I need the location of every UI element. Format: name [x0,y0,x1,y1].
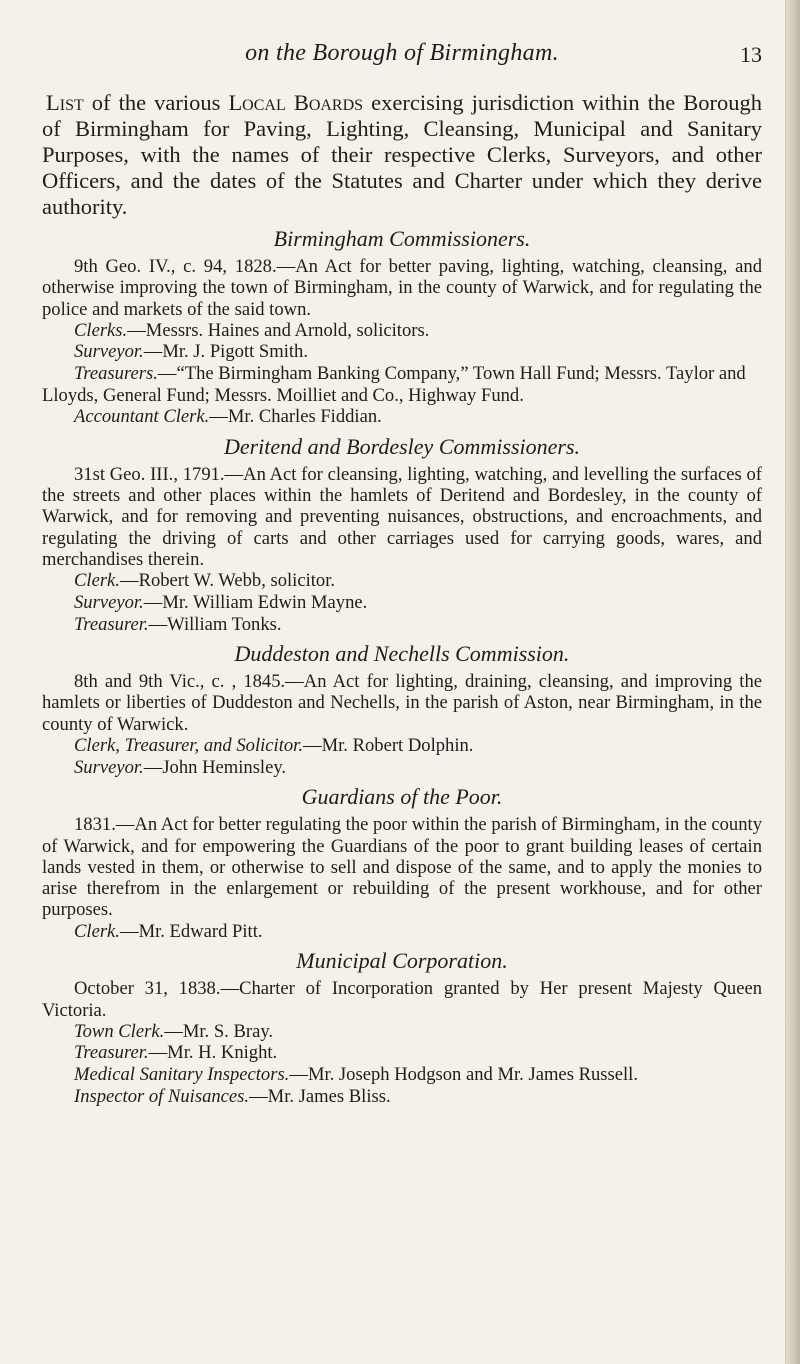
section-heading: Guardians of the Poor. [301,784,503,810]
officer-entry [42,1042,762,1064]
officer-role: Surveyor. [74,341,144,363]
officer-name: —John Heminsley. [143,756,287,778]
officer-entry [42,757,762,779]
page-number: 13 [740,42,762,67]
section-birmingham-commissioners [42,226,762,428]
act-paragraph: 1831.—An Act for better regulating the poor within the parish of Birmingham, in the county of Warwick, and for empowering the Guardians of the poor to grant building leases of certain lands vested in them, or otherwise to sell and dispose of the same, and to apply the monies to arise therefrom in the enlargement or rebuilding of the present workhouse, and for other purposes. [42,814,762,921]
officer-entry [42,570,762,592]
officer-name: —Mr. Charles Fiddian. [209,406,382,428]
officer-entry [42,614,762,636]
officer-name: —Mr. S. Bray. [164,1020,274,1042]
intro-boards: Boards [293,90,364,115]
officer-entry [42,1086,762,1108]
officer-role: Clerks. [74,319,128,341]
section-heading: Deritend and Bordesley Commissioners. [223,433,581,459]
officer-entry [42,592,762,614]
act-paragraph: 8th and 9th Vic., c. , 1845.—An Act for lighting, draining, cleansing, and improving the hamlets or liberties of Duddeston and Nechells, in the parish of Aston, near Birmingham, in the county of Warwick. [42,671,762,735]
section-guardians-of-the-poor [42,784,762,942]
officer-name: —Mr. J. Pigott Smith. [143,341,309,363]
officer-entry [42,921,762,943]
officer-name: —Messrs. Haines and Arnold, solicitors. [127,319,430,341]
officer-role: Clerk. [74,920,120,942]
officer-role: Town Clerk. [74,1020,165,1042]
officer-entry [42,406,762,428]
intro-paragraph [42,90,762,220]
officer-name: —Mr. James Bliss. [249,1085,391,1107]
section-deritend-bordesley [42,434,762,635]
officer-name: —William Tonks. [148,613,282,635]
officer-role: Clerk, Treasurer, and Solicitor. [74,735,303,757]
officer-name: —Mr. Joseph Hodgson and Mr. James Russell. [289,1064,638,1086]
section-heading: Duddeston and Nechells Commission. [234,641,570,667]
act-paragraph: October 31, 1838.—Charter of Incorporation granted by Her present Majesty Queen Victoria. [42,978,762,1021]
officer-entry [42,735,762,757]
officer-role: Treasurers. [74,363,158,385]
intro-text-b [286,90,294,115]
officer-role: Treasurer. [74,1042,149,1064]
section-duddeston-nechells [42,641,762,778]
officer-name: —Mr. Robert Dolphin. [303,735,474,757]
officer-name: —Robert W. Webb, solicitor. [119,570,336,592]
officer-role: Surveyor. [74,756,144,778]
running-title: on the Borough of Birmingham. [245,40,559,66]
act-paragraph: 9th Geo. IV., c. 94, 1828.—An Act for better paving, lighting, watching, cleansing, and otherwise improving the town of Birmingham, in the county of Warwick, and for regulating the police and markets of the said town. [42,256,762,320]
officer-name: —“The Birmingham Banking Company,” Town Hall Fund; Messrs. Taylor and Lloyds, General Fund; Messrs. Moilliet and Co., Highway Fund. [42,363,746,406]
section-municipal-corporation [42,948,762,1107]
officer-entry [42,1064,762,1086]
officer-entry [42,363,762,406]
officer-name: —Mr. H. Knight. [148,1042,278,1064]
act-paragraph: 31st Geo. III., 1791.—An Act for cleansing, lighting, watching, and levelling the surfaces of the streets and other places within the hamlets of Deritend and Bordesley, in the county of Warwick, and for removing and preventing nuisances, obstructions, and encroachments, and regulating the driving of carts and other carriages used for carrying goods, wares, and merchandises therein. [42,463,762,571]
officer-entry [42,1021,762,1043]
intro-text-a: of the various [83,90,229,115]
officer-entry [42,320,762,342]
officer-role: Inspector of Nuisances. [74,1085,250,1107]
officer-name: —Mr. William Edwin Mayne. [143,591,368,613]
intro-local: Local [228,90,286,115]
officer-role: Medical Sanitary Inspectors. [74,1064,290,1086]
intro-lead: List [46,90,84,115]
officer-role: Surveyor. [74,591,144,613]
page-edge [785,0,800,1364]
officer-entry [42,341,762,363]
officer-role: Accountant Clerk. [74,406,210,428]
intro-text-c: exercising jurisdiction within the Borough of Birmingham for Paving, Lighting, Cleansing, Municipal and Sanitary Purposes, with the names of their respective Clerks, Surveyors, and other Officers, and the dates of the Statutes and Charter under which they derive authority. [42,90,763,219]
officer-role: Clerk. [74,570,120,592]
officer-name: —Mr. Edward Pitt. [119,920,263,942]
section-heading: Birmingham Commissioners. [273,226,531,251]
section-heading: Municipal Corporation. [296,948,508,974]
running-head [42,40,762,80]
officer-role: Treasurer. [74,613,149,635]
